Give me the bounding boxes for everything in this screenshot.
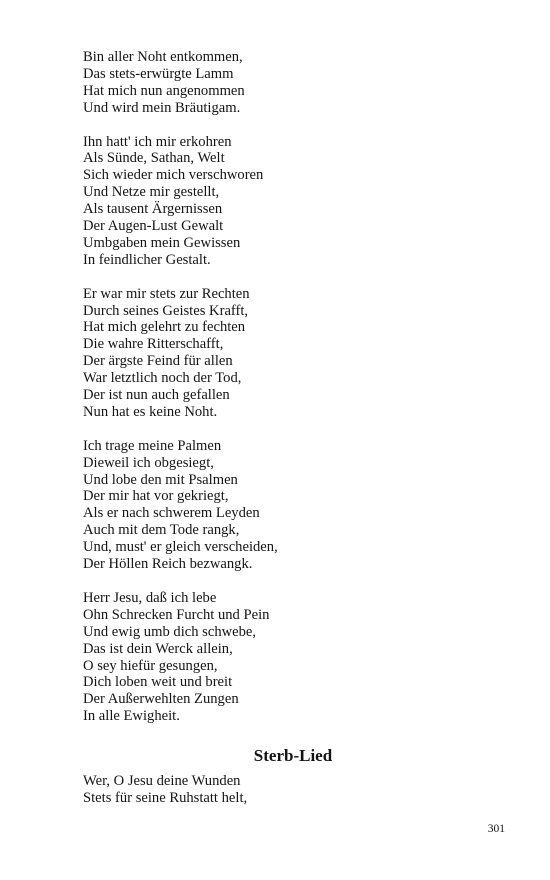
poem-line: Ihn hatt' ich mir erkohren bbox=[83, 133, 232, 150]
poem-line: Hat mich nun angenommen bbox=[83, 82, 245, 99]
poem-line: Dich loben weit und breit bbox=[83, 674, 233, 691]
poem-line: In feindlicher Gestalt. bbox=[83, 251, 211, 268]
next-poem-start bbox=[83, 773, 503, 807]
poem-line: Als Sünde, Sathan, Welt bbox=[83, 150, 225, 167]
page-number: 301 bbox=[487, 823, 505, 835]
poem-line: In alle Ewigheit. bbox=[83, 708, 180, 725]
poem-line: Nun hat es keine Noht. bbox=[83, 403, 218, 420]
poem-line: Die wahre Ritterschafft, bbox=[83, 336, 224, 353]
poem-line: Als er nach schwerem Leyden bbox=[83, 505, 260, 522]
poem-line: Ich trage meine Palmen bbox=[83, 437, 222, 454]
poem-line: Der mir hat vor gekriegt, bbox=[83, 488, 229, 505]
poem-line: Herr Jesu, daß ich lebe bbox=[83, 589, 217, 606]
poem-line: Der Höllen Reich bezwangk. bbox=[83, 556, 253, 573]
poem-line: Der ärgste Feind für allen bbox=[83, 353, 233, 370]
poem-line: Er war mir stets zur Rechten bbox=[83, 285, 250, 302]
section-heading: Sterb-Lied bbox=[253, 746, 333, 765]
stanza-4 bbox=[83, 438, 503, 573]
poem-line: Der ist nun auch gefallen bbox=[83, 387, 230, 404]
poem-line: Ohn Schrecken Furcht und Pein bbox=[83, 606, 270, 623]
poem-line: Der Außerwehlten Zungen bbox=[83, 691, 239, 708]
poem-line: Bin aller Noht entkommen, bbox=[83, 49, 243, 65]
poem-line: Und Netze mir gestellt, bbox=[83, 184, 220, 201]
poem-line: Das stets-erwürgte Lamm bbox=[83, 65, 234, 82]
poem-line: Der Augen-Lust Gewalt bbox=[83, 218, 224, 235]
poem-line: Wer, O Jesu deine Wunden bbox=[83, 773, 241, 789]
poem-line: Umbgaben mein Gewissen bbox=[83, 234, 241, 251]
poem-line: Sich wieder mich verschworen bbox=[83, 167, 264, 184]
poem-line: O sey hiefür gesungen, bbox=[83, 657, 218, 674]
poem-line: Als tausent Ärgernissen bbox=[83, 201, 223, 218]
poem-line: Durch seines Geistes Krafft, bbox=[83, 302, 249, 319]
poem-line: Und wird mein Bräutigam. bbox=[83, 99, 241, 116]
poem-line: Und ewig umb dich schwebe, bbox=[83, 623, 257, 640]
poem-line: Und lobe den mit Psalmen bbox=[83, 471, 238, 488]
poem-body bbox=[83, 49, 503, 742]
stanza-5 bbox=[83, 590, 503, 725]
stanza-2 bbox=[83, 134, 503, 269]
poem-line: Und, must' er gleich verscheiden, bbox=[83, 539, 278, 556]
stanza-3 bbox=[83, 286, 503, 421]
poem-line: Hat mich gelehrt zu fechten bbox=[83, 319, 246, 336]
poem-line: War letztlich noch der Tod, bbox=[83, 370, 242, 387]
poem-line: Das ist dein Werck allein, bbox=[83, 640, 233, 657]
poem-line: Stets für seine Ruhstatt helt, bbox=[83, 789, 248, 806]
poem-line: Auch mit dem Tode rangk, bbox=[83, 522, 240, 539]
poem-line: Dieweil ich obgesiegt, bbox=[83, 454, 214, 471]
stanza-1 bbox=[83, 49, 503, 117]
